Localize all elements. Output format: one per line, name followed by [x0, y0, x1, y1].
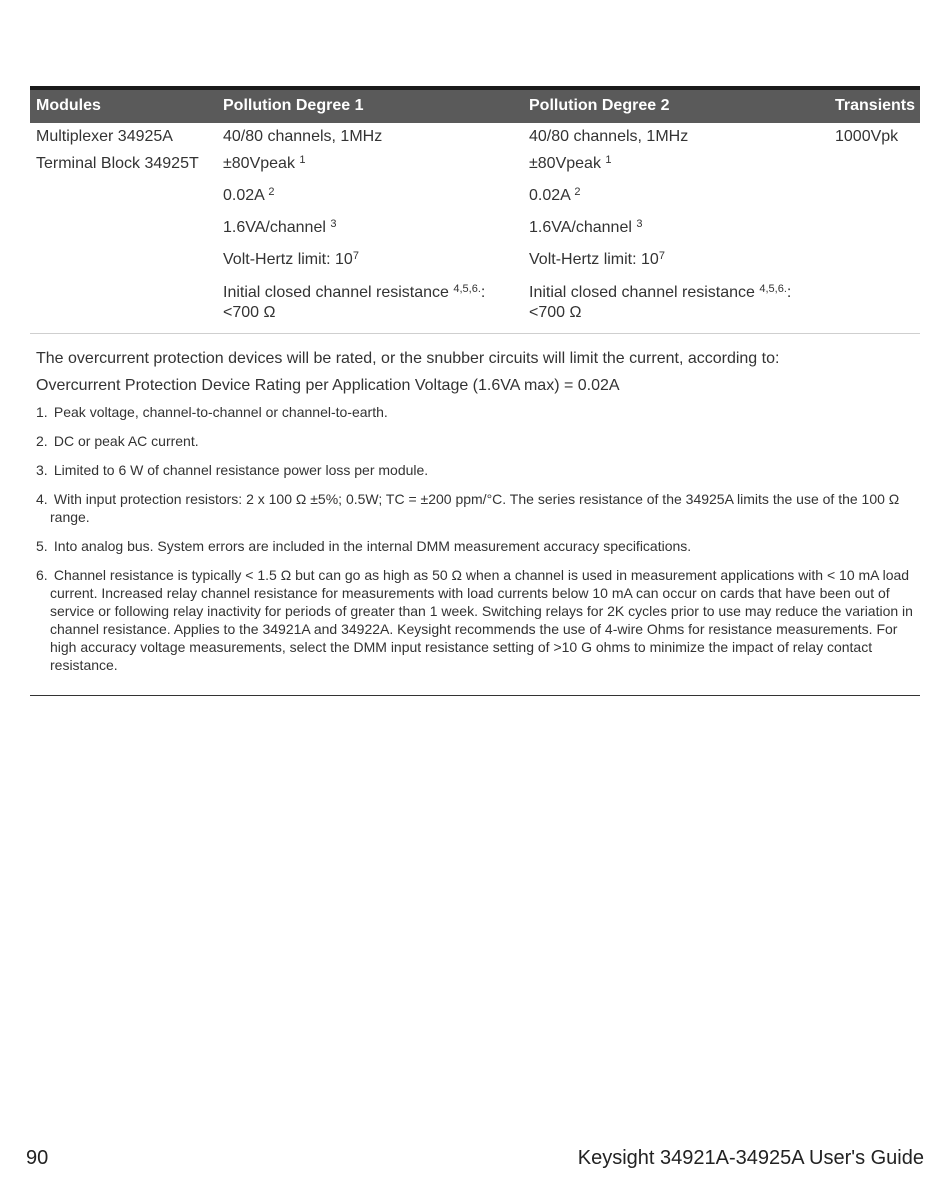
page-number: 90 [26, 1147, 49, 1169]
pd2-power-text: 1.6VA/channel [529, 219, 637, 236]
pd1-volt-hertz-exponent: 7 [352, 250, 359, 262]
pd1-resistance-colon: : [480, 284, 486, 301]
footnote-item [30, 432, 920, 450]
header-pollution-degree-2: Pollution Degree 2 [523, 88, 829, 123]
pd2-volt-hertz [529, 251, 823, 283]
pollution-degree-2-cell [523, 123, 829, 334]
pd2-voltage-text: ±80Vpeak [529, 155, 606, 172]
pd2-power [529, 219, 823, 251]
pd2-resistance-value: <700 Ω [529, 304, 582, 321]
header-transients: Transients [829, 88, 920, 123]
header-pollution-degree-1: Pollution Degree 1 [217, 88, 523, 123]
footnote-item [30, 461, 920, 479]
pd1-voltage-footnote-ref: 1 [299, 154, 306, 166]
footnote-item [30, 537, 920, 555]
pd2-voltage-footnote-ref: 1 [605, 154, 612, 166]
pd1-current-footnote-ref: 2 [268, 186, 275, 198]
notes-section [30, 345, 920, 696]
footnote-text: With input protection resistors: 2 x 100 Ω ±5%; 0.5W; TC = ±200 ppm/°C. The series resistance of the 34925A limits the use of the 100 Ω range. [50, 491, 900, 525]
pd2-resistance [529, 283, 823, 323]
pd1-current [223, 187, 517, 219]
pd2-power-footnote-ref: 3 [636, 218, 643, 230]
pd2-voltage [529, 155, 823, 187]
footnote-item [30, 490, 920, 526]
specifications-table [30, 86, 920, 334]
pd2-current-text: 0.02A [529, 187, 575, 204]
pd1-voltage-text: ±80Vpeak [223, 155, 300, 172]
pd1-power-text: 1.6VA/channel [223, 219, 331, 236]
pd2-current [529, 187, 823, 219]
footnote-number: 6. [36, 567, 48, 583]
modules-cell [30, 123, 217, 334]
pd1-voltage [223, 155, 517, 187]
footnote-text: Peak voltage, channel-to-channel or channel-to-earth. [53, 404, 388, 420]
pollution-degree-1-cell [217, 123, 523, 334]
pd2-resistance-colon: : [786, 284, 792, 301]
module-multiplexer: Multiplexer 34925A [36, 128, 173, 145]
pd1-channels: 40/80 channels, 1MHz [223, 128, 383, 145]
overcurrent-note: The overcurrent protection devices will be rated, or the snubber circuits will limit the current, according to: [36, 350, 780, 367]
footnote-text: DC or peak AC current. [53, 433, 199, 449]
pd1-volt-hertz [223, 251, 517, 283]
pd1-resistance-text: Initial closed channel resistance [223, 284, 454, 301]
footnotes-list [30, 403, 920, 674]
pd1-resistance [223, 283, 517, 323]
footnote-number: 4. [36, 491, 48, 507]
footnote-item [30, 566, 920, 674]
transients-value: 1000Vpk [835, 128, 899, 145]
header-modules: Modules [30, 88, 217, 123]
pd2-volt-hertz-exponent: 7 [658, 250, 665, 262]
pd2-resistance-text: Initial closed channel resistance [529, 284, 760, 301]
pd1-power [223, 219, 517, 251]
footnote-number: 5. [36, 538, 48, 554]
module-terminal-block: Terminal Block 34925T [36, 155, 199, 172]
pd1-resistance-value: <700 Ω [223, 304, 276, 321]
table-header-row [30, 88, 920, 123]
pd1-resistance-footnote-ref: 4,5,6. [453, 283, 481, 295]
pd2-channels: 40/80 channels, 1MHz [529, 128, 689, 145]
document-title: Keysight 34921A-34925A User's Guide [577, 1147, 924, 1169]
footnote-text: Into analog bus. System errors are included in the internal DMM measurement accuracy specifications. [53, 538, 692, 554]
footnote-text: Limited to 6 W of channel resistance power loss per module. [53, 462, 429, 478]
transients-cell [829, 123, 920, 334]
pd1-power-footnote-ref: 3 [330, 218, 337, 230]
pd2-current-footnote-ref: 2 [574, 186, 581, 198]
pd1-current-text: 0.02A [223, 187, 269, 204]
pd1-volt-hertz-text: Volt-Hertz limit: 10 [223, 251, 353, 268]
footnote-number: 1. [36, 404, 48, 420]
table-row [30, 123, 920, 334]
footnote-item [30, 403, 920, 421]
footnote-number: 3. [36, 462, 48, 478]
footnote-number: 2. [36, 433, 48, 449]
pd2-volt-hertz-text: Volt-Hertz limit: 10 [529, 251, 659, 268]
pd2-resistance-footnote-ref: 4,5,6. [759, 283, 787, 295]
footnote-text: Channel resistance is typically < 1.5 Ω but can go as high as 50 Ω when a channel is used in measurement applications with < 10 mA load current. Increased relay channel resistance for measurements with load currents below 10 mA can occur on cards that have been out of service or following relay inactivity for periods of greater than 1 week. Switching relays for 2K cycles prior to use may reduce the variation in channel resistance. Applies to the 34921A and 34922A. Keysight recommends the use of 4-wire Ohms for resistance measurements. For high accuracy voltage measurements, select the DMM input resistance setting of >10 G ohms to minimize the impact of relay contact resistance. [50, 567, 913, 673]
rating-formula-note: Overcurrent Protection Device Rating per Application Voltage (1.6VA max) = 0.02A [36, 377, 620, 394]
